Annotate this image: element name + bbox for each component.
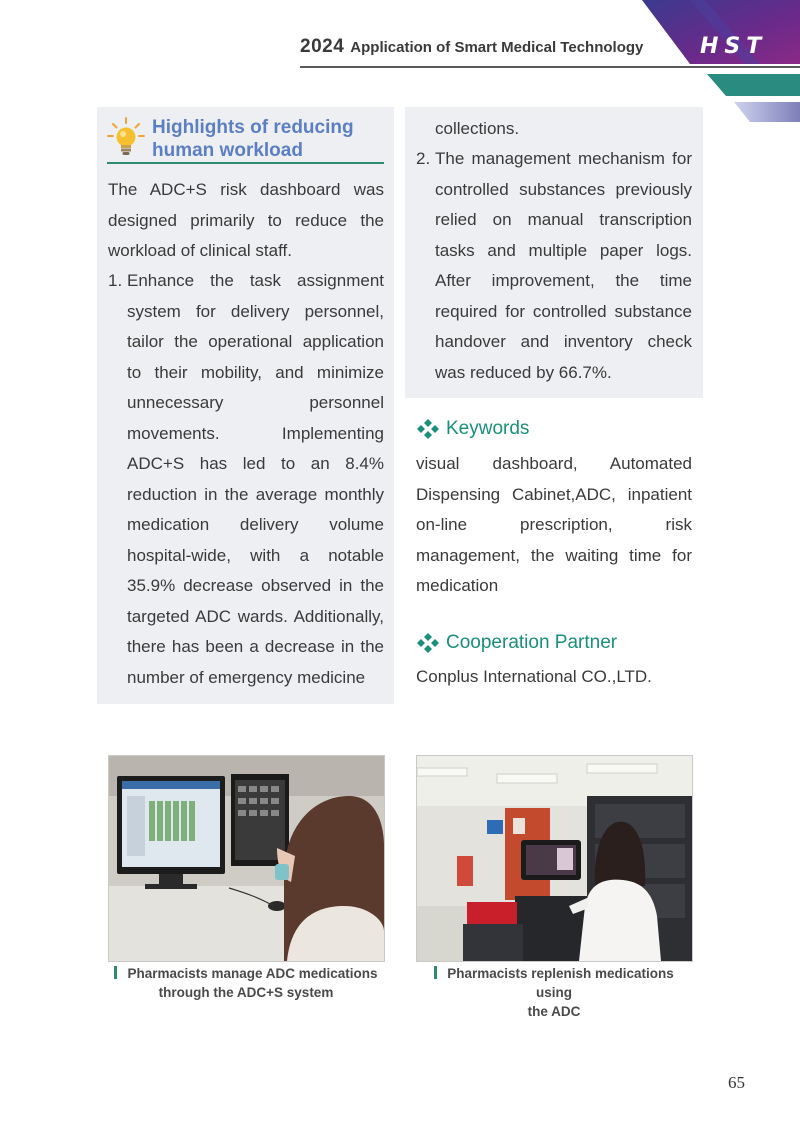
header-rule [300,66,800,68]
highlights-title-line1: Highlights of reducing [152,117,354,138]
keywords-title: Keywords [446,418,530,439]
header-title [300,36,672,58]
diamond-cluster-icon [416,632,440,654]
highlights-rule [107,162,384,164]
highlights-intro: The ADC+S risk dashboard was designed primarily to reduce the workload of clinical staff. [108,180,384,260]
diamond-cluster-icon [416,418,440,440]
caption-line1: Pharmacists replenish medications using [447,966,674,1000]
lightbulb-icon [107,116,145,158]
header-title-text: Application of Smart Medical Technology [350,39,644,56]
highlights-item-1 [108,266,384,693]
photo-caption-2 [416,964,692,1021]
caption-line2: the ADC [527,1004,581,1019]
photo-caption-1 [110,964,382,1002]
partner-text: Conplus International CO.,LTD. [416,667,652,686]
keywords-text: visual dashboard, Automated Dispensing Cabinet,ADC, inpatient on-line prescription, risk management, the waiting time for medication [416,454,692,595]
caption-bar [434,966,437,979]
photo-pharmacist-adc [416,755,693,962]
highlights-item-1-continued: collections. [435,119,520,138]
caption-bar [114,966,117,979]
photo-pharmacist-dashboard [108,755,385,962]
list-item-text: The management mechanism for controlled substances previously relied on manual transcription tasks and multiple paper logs. After improvement, the time required for controlled substance handover and inventory check was reduced by 66.7%. [435,149,692,382]
list-number: 1. [108,271,123,290]
highlights-title-line2: human workload [152,140,303,161]
list-number: 2. [416,149,431,168]
caption-line2: through the ADC+S system [158,985,334,1000]
partner-title: Cooperation Partner [446,632,618,653]
hst-logo: HST [700,34,768,59]
highlights-title [152,116,382,162]
header-year: 2024 [300,36,345,57]
partner-heading [416,632,617,654]
list-item-text: Enhance the task assignment system for delivery personnel, tailor the operational application to their mobility, and minimize unnecessary personnel movements. Implementing ADC+S has led to an 8.4% reduction in the average monthly medication delivery volume hospital-wide, with a notable 35.9% decrease observed in the targeted ADC wards. Additionally, there has been a decrease in the number of emergency medicine [127,271,384,687]
highlights-item-2 [416,144,692,388]
page-number: 65 [728,1073,745,1092]
keywords-heading [416,418,529,440]
caption-line1: Pharmacists manage ADC medications [127,966,378,981]
